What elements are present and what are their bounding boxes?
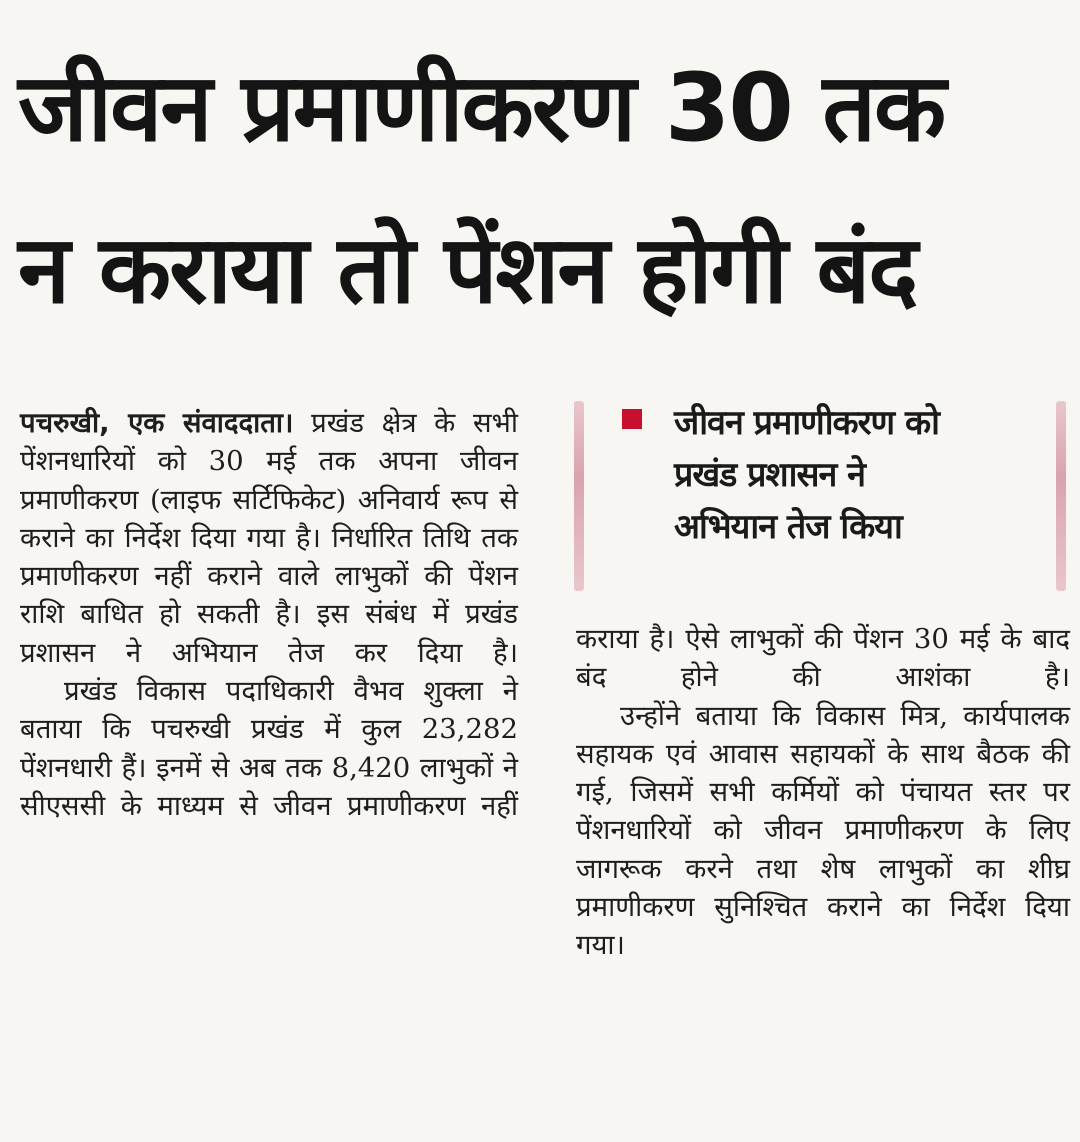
article-right-column: [576, 620, 1070, 965]
pull-quote-text: [674, 397, 1044, 553]
pull-quote-line-1: जीवन प्रमाणीकरण को: [674, 403, 939, 443]
article-paragraph-1: [20, 404, 518, 672]
article-paragraph-3: कराया है। ऐसे लाभुकों की पेंशन 30 मई के बाद बंद होने की आशंका है।: [576, 623, 1070, 694]
pull-quote-right-bar: [1056, 401, 1066, 591]
pull-quote-left-bar: [574, 401, 584, 591]
article-paragraph-2: प्रखंड विकास पदाधिकारी वैभव शुक्ला ने बताया कि पचरुखी प्रखंड में कुल 23,282 पेंशनधारी हैं। इनमें से अब तक 8,420 लाभुकों ने सीएससी के माध्यम से जीवन प्रमाणीकरण नहीं: [20, 675, 518, 822]
headline-line-2: न कराया तो पेंशन होगी बंद: [18, 216, 917, 325]
red-square-bullet-icon: [622, 409, 642, 429]
pull-quote-line-2: प्रखंड प्रशासन ने: [674, 455, 866, 495]
headline-line-1: जीवन प्रमाणीकरण 30 तक: [18, 54, 945, 163]
dateline: पचरुखी, एक संवाददाता।: [20, 407, 294, 439]
article-paragraph-4: उन्होंने बताया कि विकास मित्र, कार्यपालक सहायक एवं आवास सहायकों के साथ बैठक की गई, जिसमें सभी कर्मियों को पंचायत स्तर पर पेंशनधारियों को जीवन प्रमाणीकरण के लिए जागरूक करने तथा शेष लाभुकों का शीघ्र प्रमाणीकरण सुनिश्चित कराने का निर्देश दिया गया।: [576, 699, 1070, 962]
article-left-column: [20, 404, 518, 825]
article-paragraph-1-text: प्रखंड क्षेत्र के सभी पेंशनधारियों को 30 मई तक अपना जीवन प्रमाणीकरण (लाइफ सर्टिफिकेट) अनिवार्य रूप से कराने का निर्देश दिया गया है। निर्धारित तिथि तक प्रमाणीकरण नहीं कराने वाले लाभुकों की पेंशन राशि बाधित हो सकती है। इस संबंध में प्रखंड प्रशासन ने अभियान तेज कर दिया है।: [20, 407, 518, 669]
pull-quote-box: [570, 395, 1070, 595]
pull-quote-line-3: अभियान तेज किया: [674, 507, 902, 547]
